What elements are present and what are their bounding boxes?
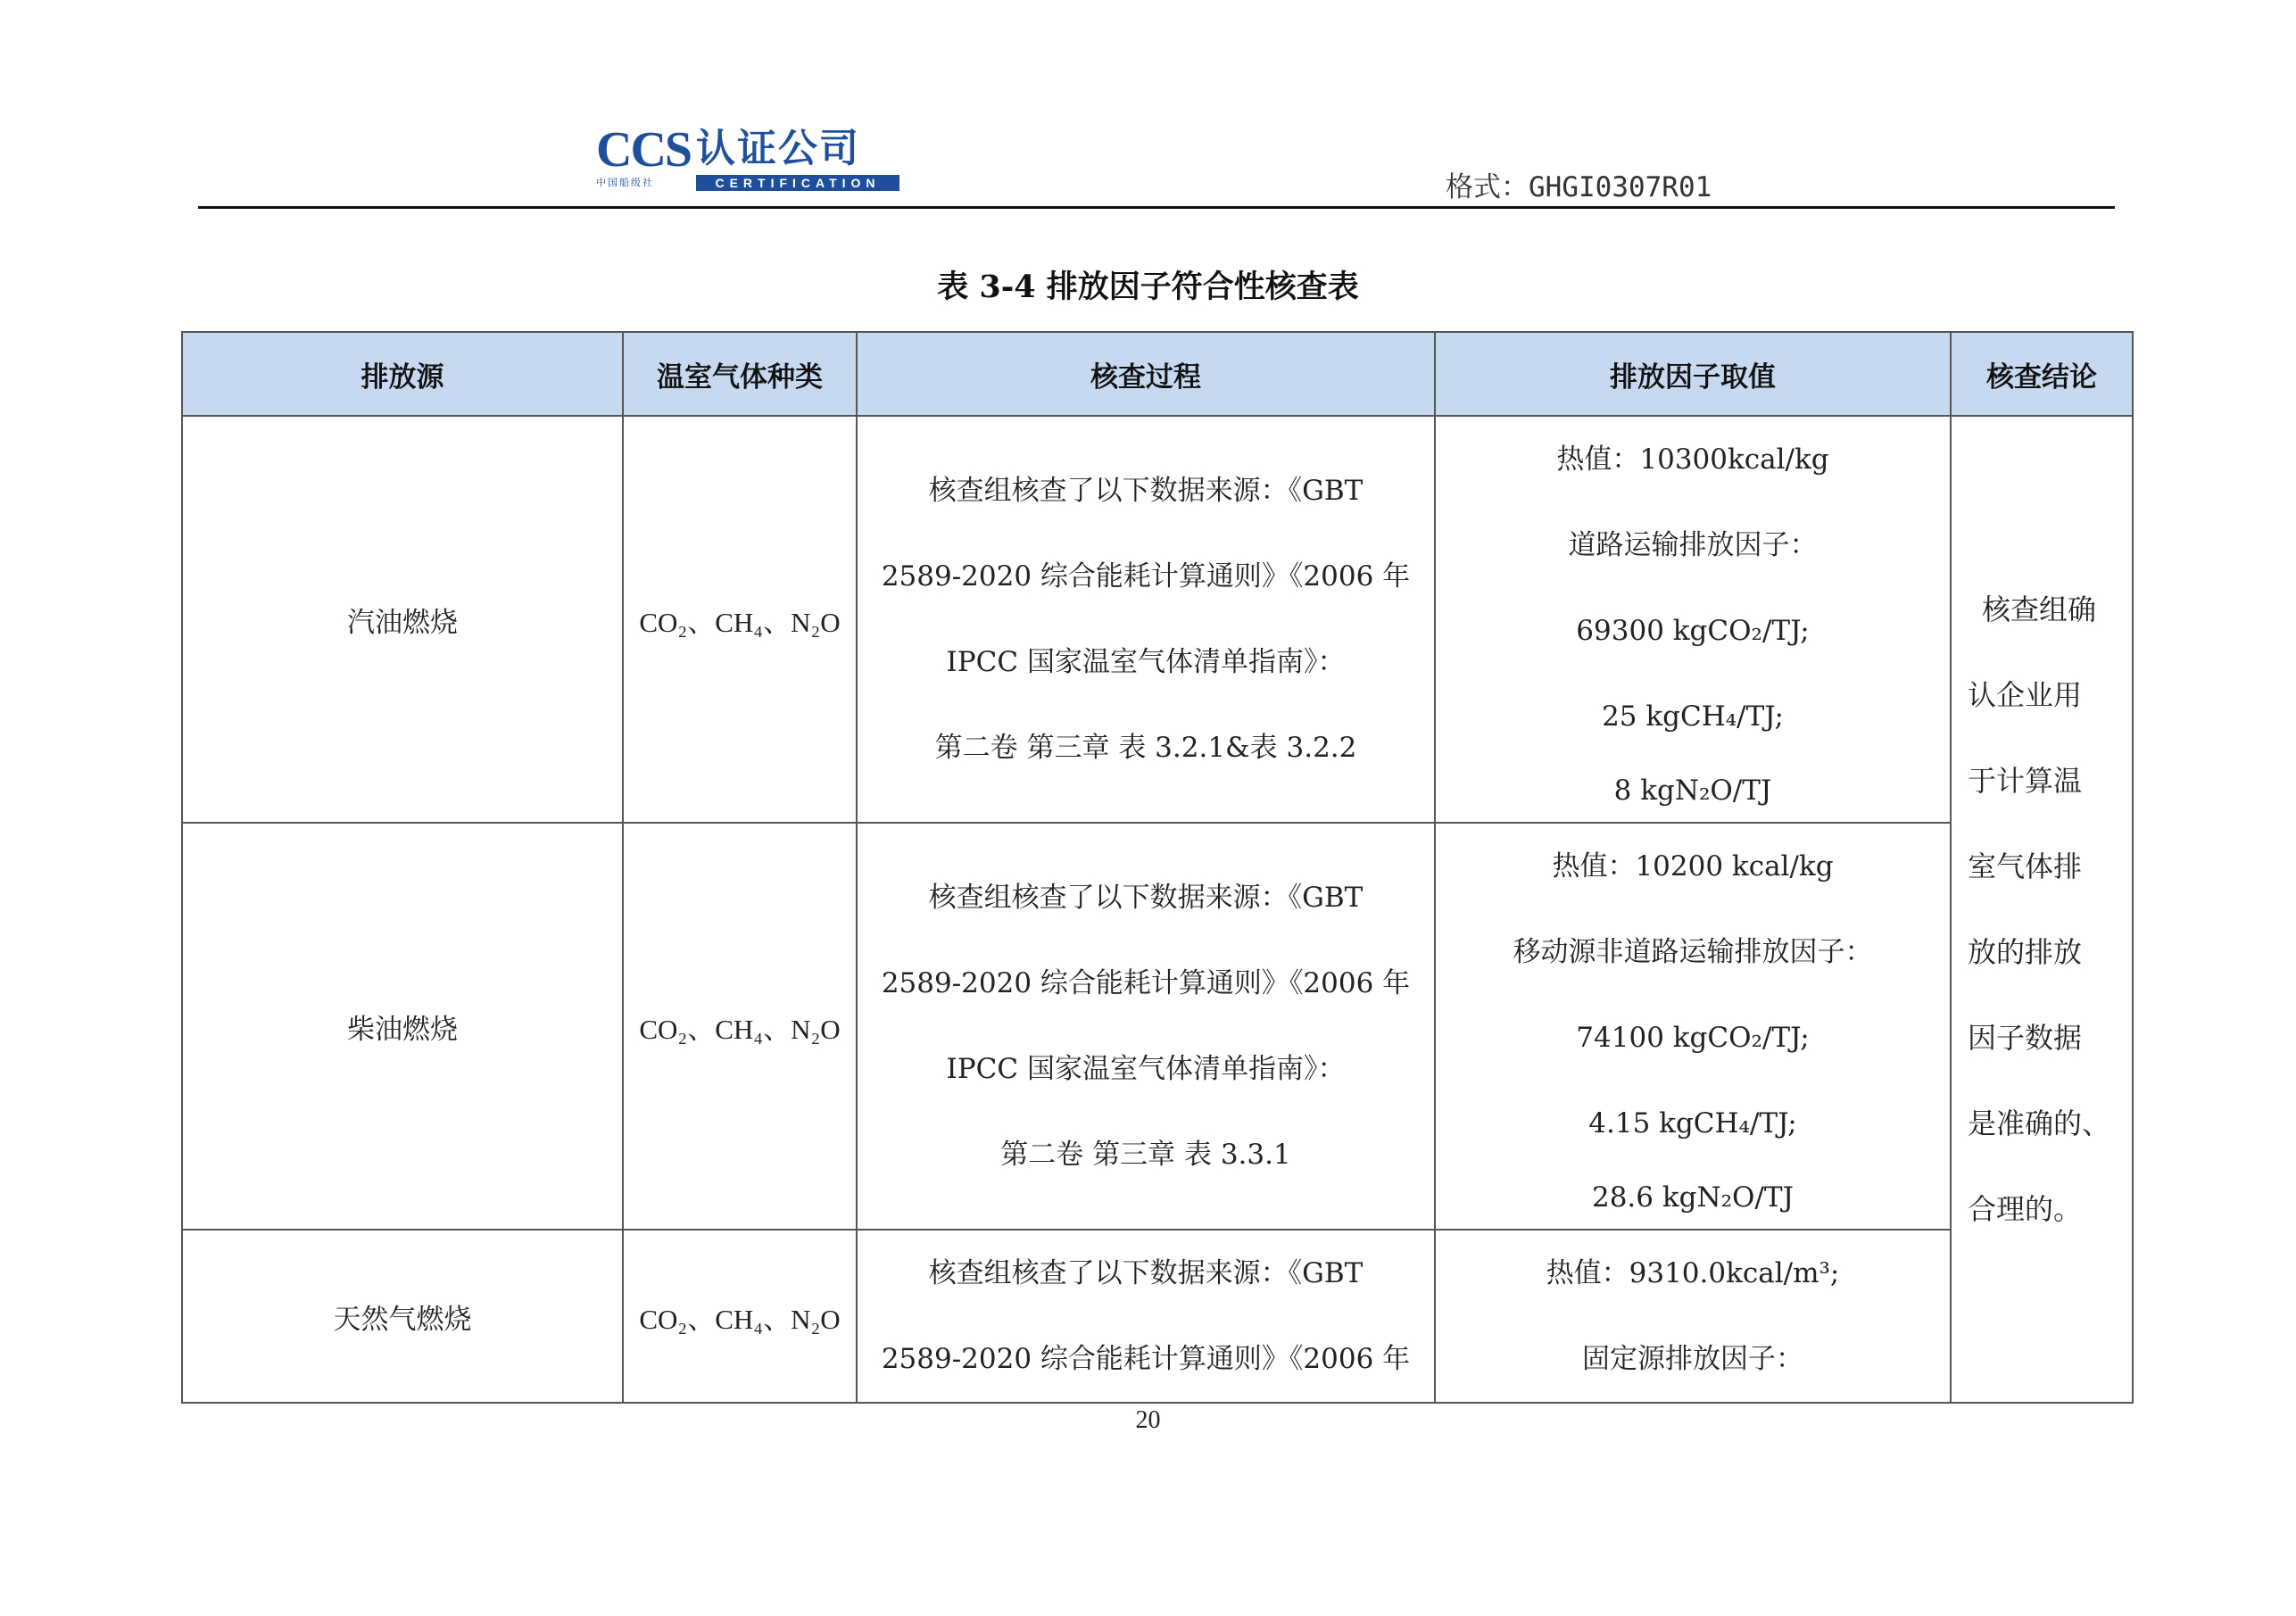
ccs-certification-logo	[596, 122, 899, 190]
factor-line: 热值：10200 kcal/kg	[1552, 850, 1834, 883]
gas-cell: CO₂、CH₄、N₂O	[623, 823, 857, 1230]
format-code: 格式：GHGI0307R01	[1446, 171, 1712, 203]
factor-line: 道路运输排放因子：	[1568, 529, 1818, 561]
header-cell: 温室气体种类	[623, 332, 857, 416]
process-cell	[857, 823, 1435, 1230]
header-cell: 排放源	[182, 332, 623, 416]
gas-cell: CO₂、CH₄、N₂O	[623, 416, 857, 823]
factor-line: 69300 kgCO₂/TJ;	[1576, 615, 1810, 647]
table-row	[182, 416, 2133, 823]
process-line: 核查组核查了以下数据来源：《GBT	[928, 1257, 1364, 1289]
conclusion-line: 于计算温	[1968, 764, 2083, 798]
conclusion-line: 是准确的、	[1968, 1106, 2111, 1140]
process-line: 第二卷 第三章 表 3.2.1&表 3.2.2	[934, 732, 1357, 764]
source-cell: 汽油燃烧	[182, 416, 623, 823]
factor-line: 热值：9310.0kcal/m³;	[1546, 1257, 1840, 1289]
source-cell: 天然气燃烧	[182, 1230, 623, 1403]
process-line: 2589-2020 综合能耗计算通则》《2006 年	[881, 1343, 1411, 1375]
factor-cell	[1435, 1230, 1951, 1403]
logo-small-text: 中国船级社	[596, 177, 654, 188]
source-cell: 柴油燃烧	[182, 823, 623, 1230]
factor-line: 8 kgN₂O/TJ	[1613, 775, 1772, 807]
conclusion-line: 核查组确	[1982, 593, 2097, 626]
header-cell: 核查结论	[1951, 332, 2133, 416]
process-line: 核查组核查了以下数据来源：《GBT	[928, 882, 1364, 914]
process-line: 核查组核查了以下数据来源：《GBT	[928, 475, 1364, 507]
factor-line: 25 kgCH₄/TJ;	[1602, 700, 1784, 733]
factor-line: 4.15 kgCH₄/TJ;	[1588, 1107, 1797, 1139]
factor-line: 移动源非道路运输排放因子：	[1513, 936, 1873, 968]
factor-line: 74100 kgCO₂/TJ;	[1576, 1022, 1810, 1054]
logo-bar-text: CERTIFICATION	[696, 175, 899, 191]
header-rule	[198, 206, 2115, 209]
header-cell: 排放因子取值	[1435, 332, 1951, 416]
conclusion-line: 合理的。	[1968, 1192, 2083, 1226]
gas-cell: CO₂、CH₄、N₂O	[623, 1230, 857, 1403]
header-cell: 核查过程	[857, 332, 1435, 416]
process-line: 2589-2020 综合能耗计算通则》《2006 年	[881, 560, 1411, 593]
page-number: 20	[1135, 1406, 1161, 1434]
process-line: 第二卷 第三章 表 3.3.1	[1000, 1139, 1291, 1171]
process-line: IPCC 国家温室气体清单指南》：	[946, 1053, 1346, 1085]
process-cell	[857, 1230, 1435, 1403]
logo-ccs-text: CCS	[596, 122, 692, 178]
conclusion-cell	[1951, 416, 2133, 1403]
table-header-row	[182, 332, 2133, 416]
process-line: 2589-2020 综合能耗计算通则》《2006 年	[881, 967, 1411, 999]
table-row	[182, 823, 2133, 1230]
logo-cn-text: 认证公司	[696, 126, 860, 171]
conclusion-line: 室气体排	[1968, 849, 2083, 883]
factor-line: 28.6 kgN₂O/TJ	[1591, 1181, 1795, 1214]
factor-line: 热值：10300kcal/kg	[1556, 443, 1829, 476]
process-line: IPCC 国家温室气体清单指南》：	[946, 646, 1346, 678]
conclusion-line: 认企业用	[1968, 678, 2083, 712]
conclusion-line: 放的排放	[1968, 935, 2083, 969]
factor-cell	[1435, 823, 1951, 1230]
factor-line: 固定源排放因子：	[1582, 1343, 1803, 1375]
process-cell	[857, 416, 1435, 823]
emission-factor-table	[181, 331, 2134, 1404]
conclusion-line: 因子数据	[1968, 1021, 2083, 1055]
table-caption: 表 3-4 排放因子符合性核查表	[937, 269, 1359, 305]
factor-cell	[1435, 416, 1951, 823]
table-row	[182, 1230, 2133, 1403]
